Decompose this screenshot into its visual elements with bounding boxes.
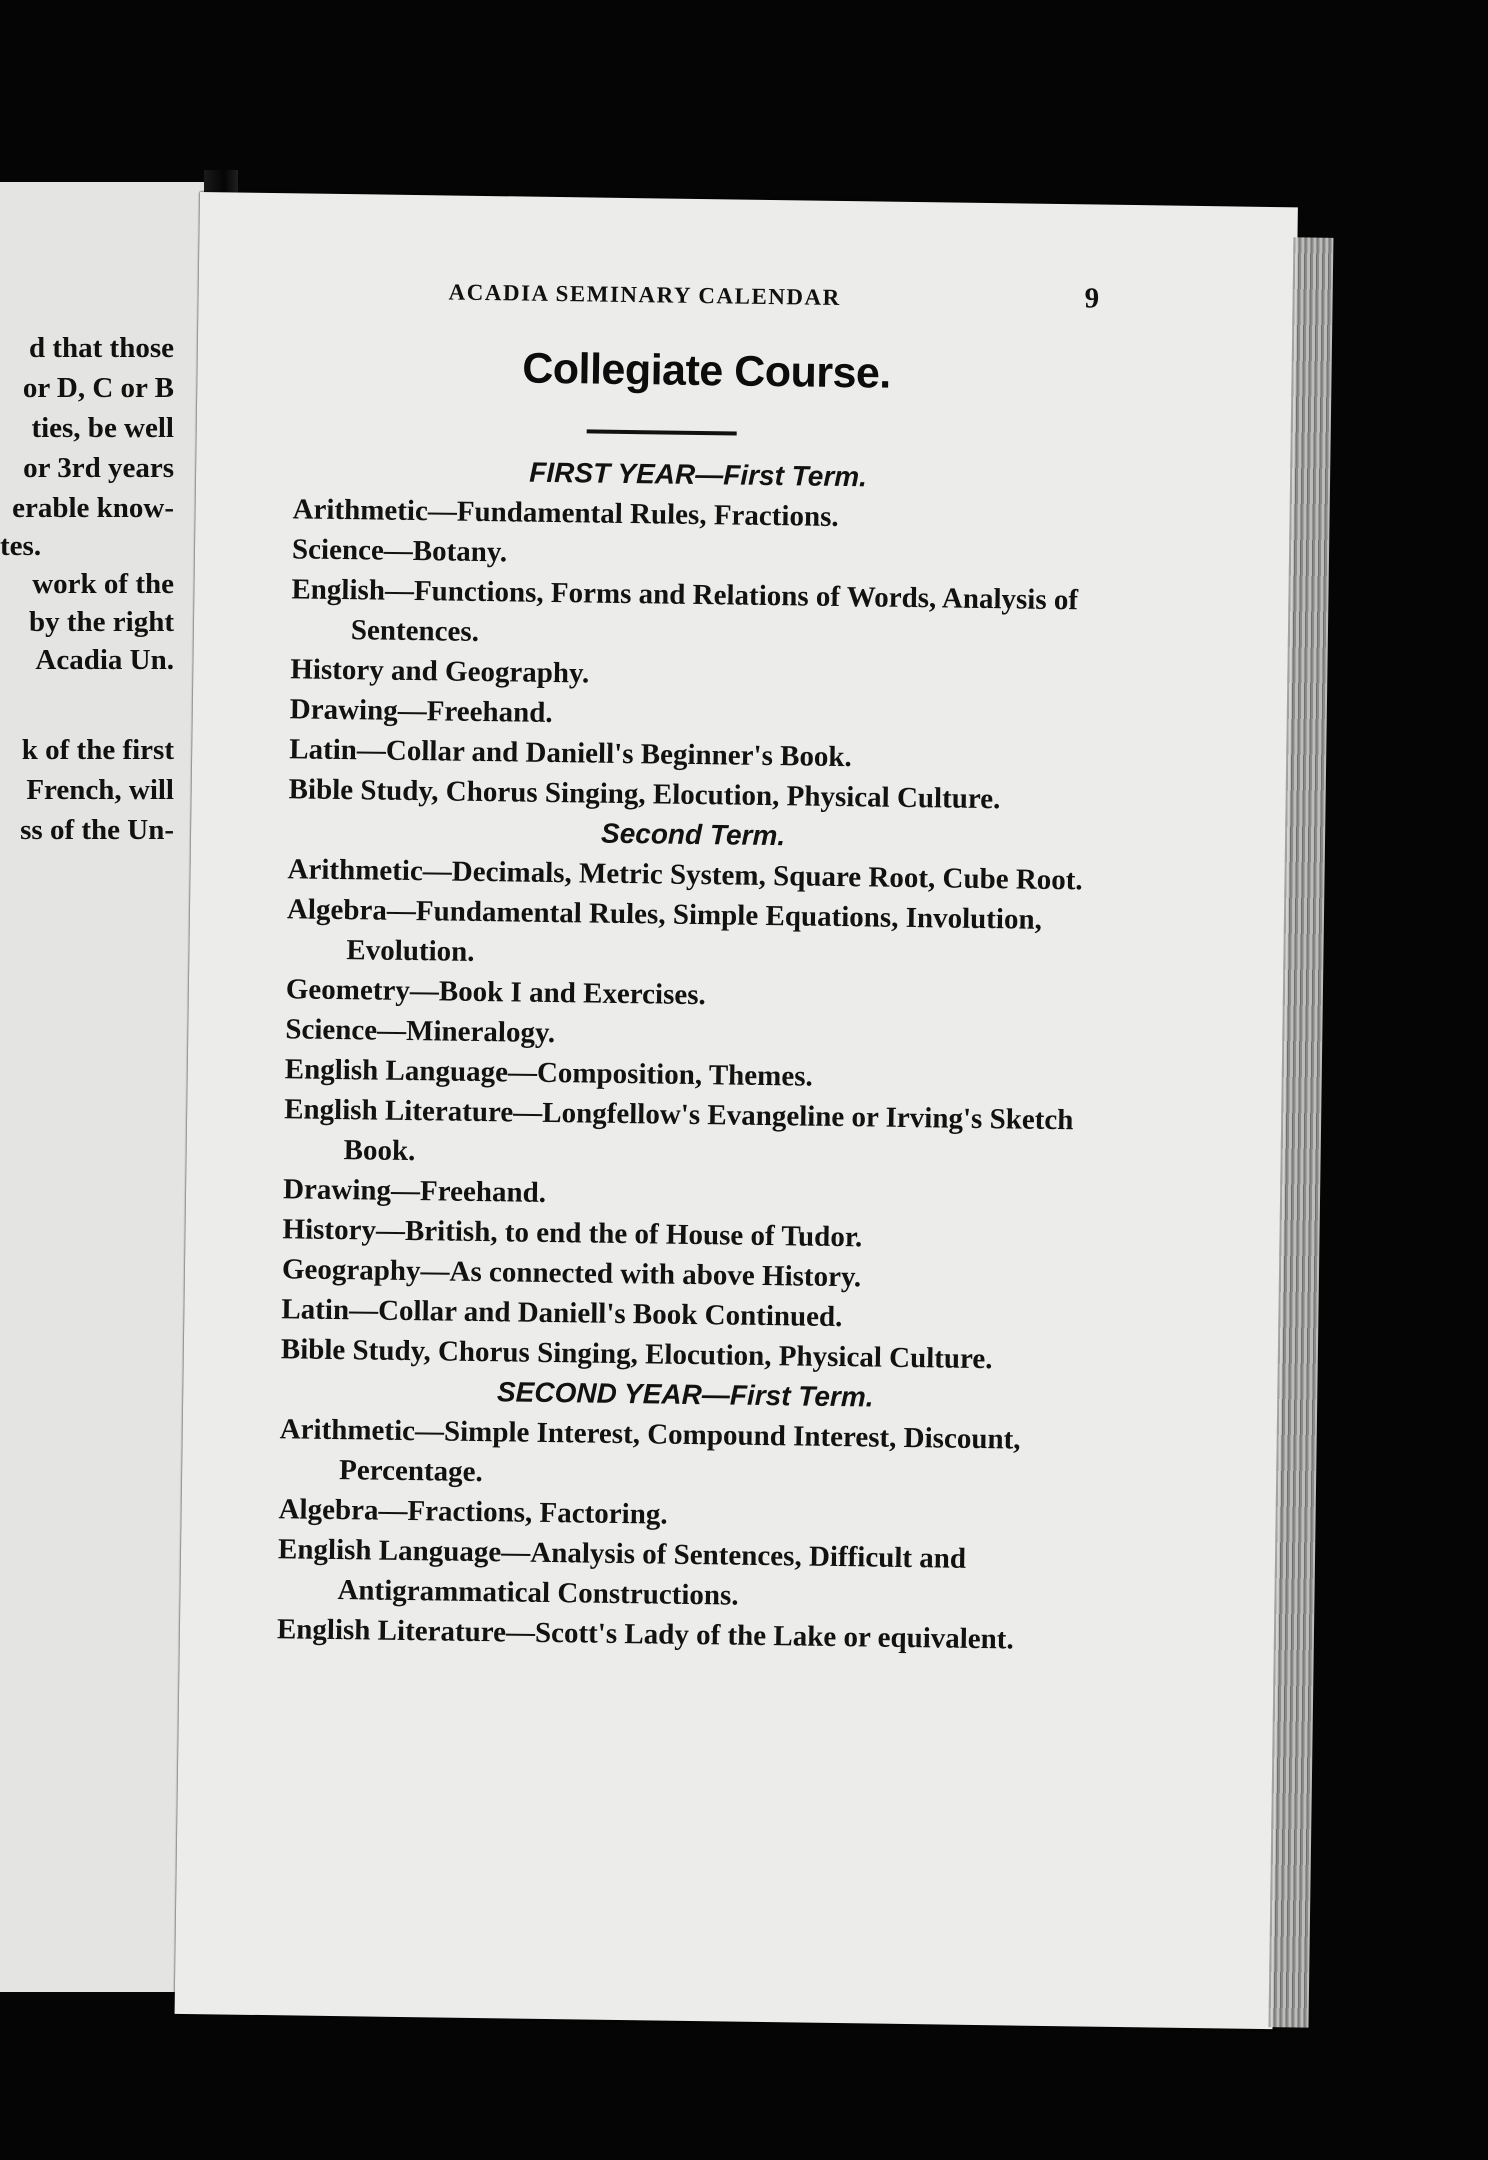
left-page-line: d that those — [28, 332, 174, 364]
left-page-line: by the right — [29, 606, 174, 638]
course-entry: Bible Study, Chorus Singing, Elocution, Physical Culture. — [280, 1333, 993, 1376]
section-heading: Second Term. — [600, 817, 786, 852]
left-page-line: or 3rd years — [23, 452, 174, 484]
left-page-line: ss of the Un- — [20, 814, 174, 846]
left-page-line: tes. — [0, 530, 42, 562]
title-rule — [587, 429, 737, 435]
left-page-line: k of the first — [21, 734, 174, 766]
course-entry: Geography—As connected with above History. — [281, 1253, 862, 1294]
left-page-line: erable know- — [12, 492, 174, 524]
left-page-line: or D, C or B — [22, 372, 174, 404]
left-page-line: ties, be well — [31, 412, 174, 444]
course-entry: English—Functions, Forms and Relations of Words, Analysis of Sentences. — [291, 573, 1079, 648]
page-title: Collegiate Course. — [521, 344, 892, 398]
course-content — [222, 449, 1099, 1661]
course-entry: History and Geography. — [290, 653, 590, 690]
course-entry: Arithmetic—Simple Interest, Compound Interest, Discount, Percentage. — [279, 1413, 1021, 1489]
section-heading: FIRST YEAR—First Term. — [529, 456, 868, 493]
calendar-page — [175, 192, 1298, 2029]
course-entry: English Language—Analysis of Sentences, Difficult and Antigrammatical Constructions. — [277, 1533, 967, 1612]
course-entry: Bible Study, Chorus Singing, Elocution, Physical Culture. — [288, 773, 1001, 816]
course-entry: Arithmetic—Fundamental Rules, Fractions. — [292, 493, 839, 533]
course-entry: English Literature—Scott's Lady of the Lake or equivalent. — [276, 1613, 1014, 1656]
course-entry: English Literature—Longfellow's Evangeline or Irving's Sketch Book. — [283, 1093, 1074, 1168]
course-entry: English Language—Composition, Themes. — [284, 1053, 813, 1093]
course-entry: Science—Botany. — [291, 533, 508, 569]
course-entry: Drawing—Freehand. — [289, 693, 553, 729]
left-page-line: French, will — [26, 774, 174, 806]
page-number: 9 — [1084, 282, 1100, 315]
course-entry: Algebra—Fundamental Rules, Simple Equations, Involution, Evolution. — [286, 893, 1043, 968]
course-entry: Latin—Collar and Daniell's Beginner's Book. — [289, 733, 853, 774]
course-entry: History—British, to end the of House of Tudor. — [282, 1213, 863, 1254]
course-entry: Drawing—Freehand. — [282, 1173, 547, 1209]
course-entry: Latin—Collar and Daniell's Book Continued. — [281, 1293, 843, 1334]
course-entry: Science—Mineralogy. — [285, 1013, 556, 1050]
left-page-line: work of the — [32, 568, 174, 600]
course-entry: Geometry—Book I and Exercises. — [285, 973, 706, 1012]
course-entry: Algebra—Fractions, Factoring. — [278, 1493, 668, 1531]
left-page-line: Acadia Un. — [35, 644, 174, 676]
running-head: ACADIA SEMINARY CALENDAR — [448, 279, 841, 310]
section-heading: SECOND YEAR—First Term. — [496, 1376, 874, 1413]
course-entry: Arithmetic—Decimals, Metric System, Square Root, Cube Root. — [287, 853, 1083, 897]
